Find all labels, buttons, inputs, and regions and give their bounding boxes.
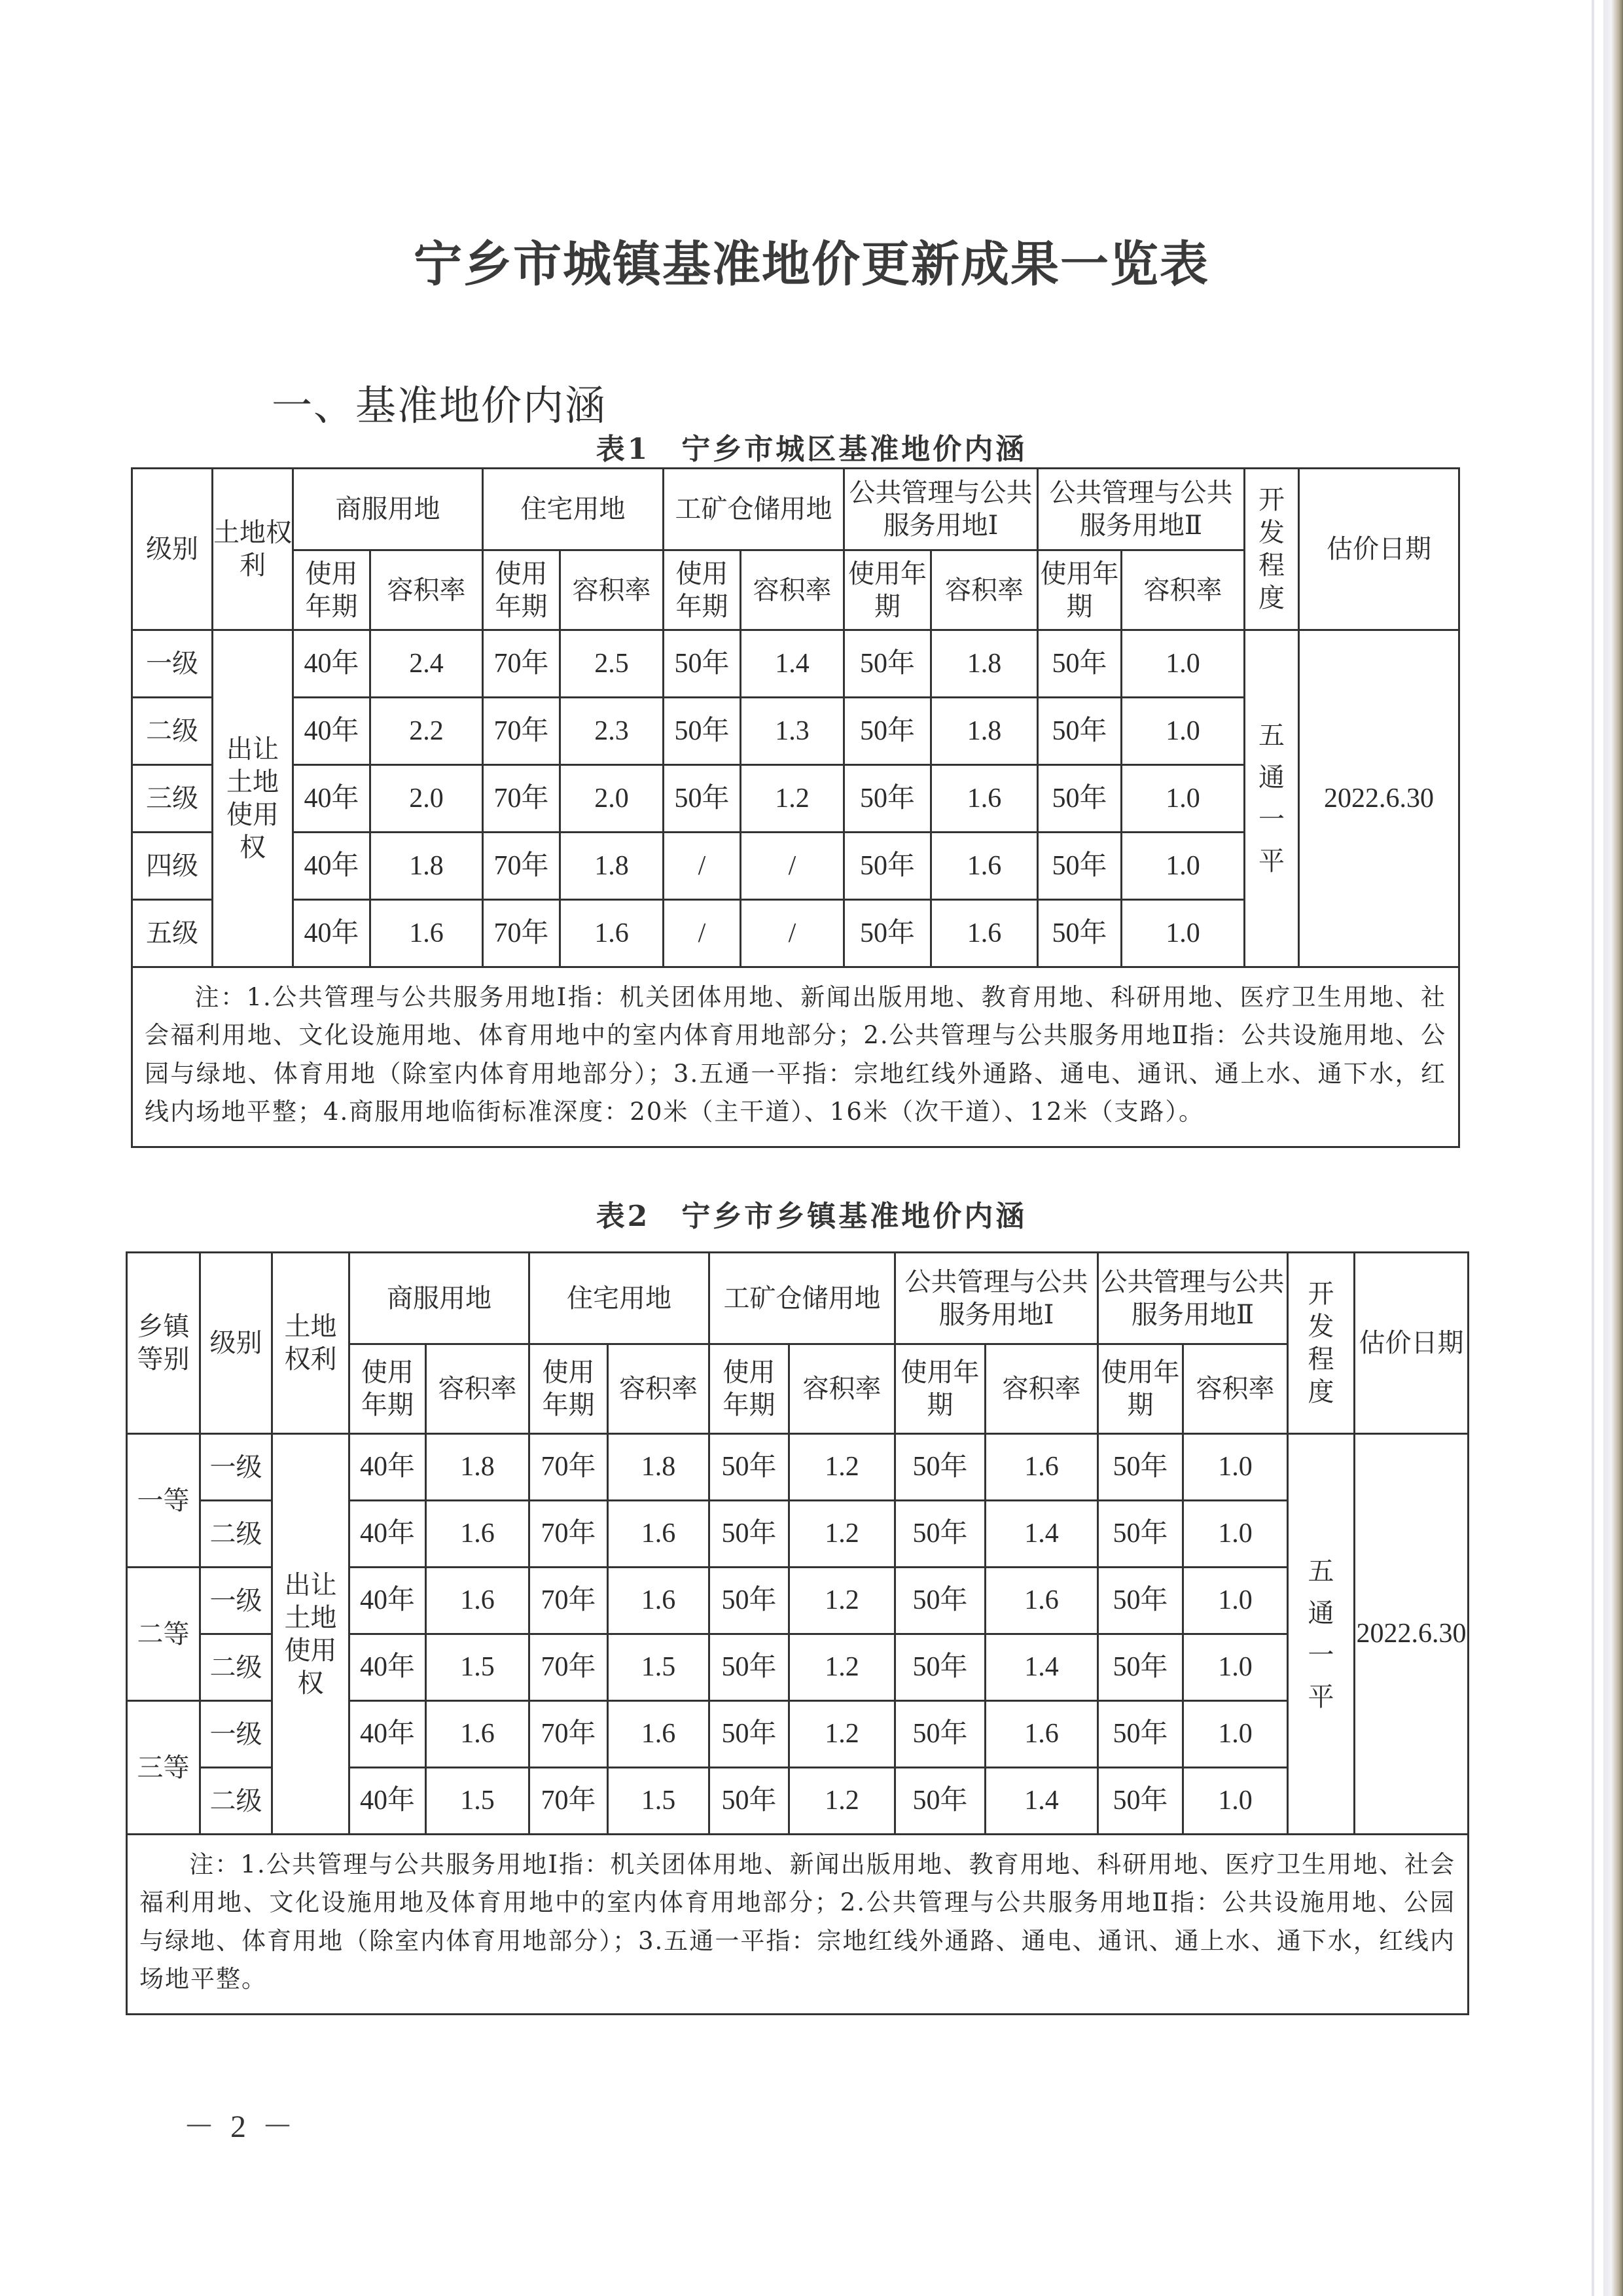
cell-far: 1.0 bbox=[1122, 630, 1245, 698]
cell-far: 1.6 bbox=[608, 1568, 709, 1634]
cell-far: 1.6 bbox=[986, 1568, 1098, 1634]
cell-term: 40年 bbox=[349, 1434, 426, 1501]
development-degree-value: 五 通 一 平 bbox=[1308, 1556, 1334, 1712]
header-development-degree: 开 发 程 度 bbox=[1245, 469, 1299, 630]
cell-far: 1.6 bbox=[931, 900, 1038, 967]
cell-term: / bbox=[664, 900, 741, 967]
subheader-far: 容积率 bbox=[789, 1344, 895, 1434]
header-group-industrial: 工矿仓储用地 bbox=[709, 1253, 895, 1344]
cell-term: 70年 bbox=[483, 900, 560, 967]
header-group-residential: 住宅用地 bbox=[529, 1253, 709, 1344]
cell-term: 50年 bbox=[844, 698, 931, 765]
cell-far: 1.6 bbox=[608, 1501, 709, 1568]
cell-term: 70年 bbox=[529, 1634, 608, 1701]
cell-far: 1.0 bbox=[1183, 1701, 1288, 1768]
cell-term: 50年 bbox=[1098, 1701, 1183, 1768]
cell-term: 50年 bbox=[1038, 833, 1122, 900]
cell-term: 50年 bbox=[709, 1768, 789, 1835]
cell-far: 2.3 bbox=[560, 698, 664, 765]
cell-term: 40年 bbox=[349, 1768, 426, 1835]
subheader-term: 使用年期 bbox=[483, 550, 560, 630]
cell-far: 2.4 bbox=[370, 630, 483, 698]
cell-far: 1.6 bbox=[370, 900, 483, 967]
cell-term: 50年 bbox=[844, 900, 931, 967]
cell-level: 一级 bbox=[200, 1434, 272, 1501]
cell-valuation-date: 2022.6.30 bbox=[1355, 1434, 1469, 1835]
table1-caption: 表1 宁乡市城区基准地价内涵 bbox=[596, 433, 1027, 466]
header-group-public-2: 公共管理与公共服务用地Ⅱ bbox=[1098, 1253, 1288, 1344]
cell-term: 50年 bbox=[709, 1434, 789, 1501]
cell-far: 1.0 bbox=[1122, 765, 1245, 833]
cell-far: 1.8 bbox=[931, 698, 1038, 765]
header-group-industrial: 工矿仓储用地 bbox=[664, 469, 844, 550]
subheader-term: 使用年期 bbox=[664, 550, 741, 630]
cell-far: 1.5 bbox=[608, 1634, 709, 1701]
table-row bbox=[127, 1434, 1469, 1501]
cell-term: 50年 bbox=[1038, 765, 1122, 833]
cell-far: 1.4 bbox=[986, 1768, 1098, 1835]
cell-land-right: 出让土地使用权 bbox=[213, 630, 293, 967]
cell-far: / bbox=[741, 900, 844, 967]
cell-term: 50年 bbox=[1098, 1501, 1183, 1568]
cell-term: 50年 bbox=[709, 1701, 789, 1768]
cell-term: 50年 bbox=[1038, 698, 1122, 765]
header-group-public-1: 公共管理与公共服务用地Ⅰ bbox=[895, 1253, 1098, 1344]
cell-term: 70年 bbox=[529, 1701, 608, 1768]
cell-term: 50年 bbox=[1098, 1434, 1183, 1501]
cell-far: 1.4 bbox=[986, 1501, 1098, 1568]
subheader-far: 容积率 bbox=[426, 1344, 529, 1434]
cell-term: 50年 bbox=[1038, 630, 1122, 698]
cell-term: 50年 bbox=[895, 1768, 986, 1835]
subheader-far: 容积率 bbox=[370, 550, 483, 630]
cell-term: 40年 bbox=[349, 1634, 426, 1701]
cell-far: 1.0 bbox=[1183, 1768, 1288, 1835]
cell-term: 50年 bbox=[664, 765, 741, 833]
header-land-right: 土地权利 bbox=[272, 1253, 349, 1434]
subheader-term: 使用年期 bbox=[1098, 1344, 1183, 1434]
subheader-term: 使用年期 bbox=[895, 1344, 986, 1434]
header-level: 级别 bbox=[132, 469, 213, 630]
cell-term: 50年 bbox=[844, 833, 931, 900]
cell-far: 1.2 bbox=[789, 1701, 895, 1768]
header-group-public-1: 公共管理与公共服务用地Ⅰ bbox=[844, 469, 1038, 550]
table1-urban-benchmark bbox=[131, 467, 1460, 1148]
cell-term: 50年 bbox=[709, 1568, 789, 1634]
cell-far: 1.0 bbox=[1122, 698, 1245, 765]
cell-far: 1.8 bbox=[560, 833, 664, 900]
cell-far: 1.6 bbox=[426, 1501, 529, 1568]
cell-far: 1.2 bbox=[789, 1501, 895, 1568]
cell-far: 1.0 bbox=[1183, 1501, 1288, 1568]
cell-far: 1.6 bbox=[426, 1701, 529, 1768]
cell-level: 一级 bbox=[132, 630, 213, 698]
cell-level: 二级 bbox=[200, 1501, 272, 1568]
cell-term: 50年 bbox=[895, 1434, 986, 1501]
cell-term: 70年 bbox=[529, 1434, 608, 1501]
cell-term: 70年 bbox=[483, 833, 560, 900]
cell-far: 1.2 bbox=[789, 1768, 895, 1835]
cell-term: 50年 bbox=[895, 1501, 986, 1568]
cell-town-grade: 一等 bbox=[127, 1434, 200, 1568]
cell-term: 50年 bbox=[709, 1501, 789, 1568]
note-row bbox=[127, 1835, 1469, 2015]
cell-level: 二级 bbox=[200, 1634, 272, 1701]
cell-term: 40年 bbox=[349, 1701, 426, 1768]
cell-term: 50年 bbox=[895, 1701, 986, 1768]
cell-term: 40年 bbox=[349, 1568, 426, 1634]
cell-far: 1.0 bbox=[1183, 1434, 1288, 1501]
cell-far: 1.0 bbox=[1122, 900, 1245, 967]
cell-level: 五级 bbox=[132, 900, 213, 967]
cell-far: 1.4 bbox=[741, 630, 844, 698]
cell-term: 70年 bbox=[529, 1768, 608, 1835]
cell-term: 70年 bbox=[483, 765, 560, 833]
cell-term: 70年 bbox=[529, 1568, 608, 1634]
cell-far: 2.0 bbox=[560, 765, 664, 833]
subheader-far: 容积率 bbox=[608, 1344, 709, 1434]
subheader-far: 容积率 bbox=[741, 550, 844, 630]
page-number: －2－ bbox=[183, 2109, 310, 2144]
header-group-commercial: 商服用地 bbox=[293, 469, 483, 550]
cell-development-degree bbox=[1245, 630, 1299, 967]
cell-town-grade: 三等 bbox=[127, 1701, 200, 1835]
subheader-far: 容积率 bbox=[986, 1344, 1098, 1434]
cell-term: 70年 bbox=[483, 630, 560, 698]
cell-far: 1.0 bbox=[1183, 1634, 1288, 1701]
cell-far: 1.5 bbox=[426, 1768, 529, 1835]
cell-term: 40年 bbox=[293, 900, 370, 967]
cell-far: 1.8 bbox=[426, 1434, 529, 1501]
header-development-degree: 开 发 程 度 bbox=[1288, 1253, 1355, 1434]
cell-far: 1.8 bbox=[370, 833, 483, 900]
table2-note bbox=[127, 1835, 1469, 2015]
cell-term: / bbox=[664, 833, 741, 900]
cell-far: 1.2 bbox=[789, 1434, 895, 1501]
scan-edge-shadow bbox=[1603, 0, 1623, 2296]
cell-term: 40年 bbox=[293, 765, 370, 833]
cell-term: 40年 bbox=[293, 630, 370, 698]
table-row bbox=[132, 630, 1459, 698]
cell-far: 1.2 bbox=[741, 765, 844, 833]
cell-far: 1.6 bbox=[931, 765, 1038, 833]
cell-term: 50年 bbox=[844, 630, 931, 698]
cell-far: 1.4 bbox=[986, 1634, 1098, 1701]
cell-term: 50年 bbox=[1038, 900, 1122, 967]
subheader-far: 容积率 bbox=[931, 550, 1038, 630]
cell-term: 50年 bbox=[664, 630, 741, 698]
header-land-right: 土地权利 bbox=[213, 469, 293, 630]
cell-far: 1.0 bbox=[1183, 1568, 1288, 1634]
scan-edge-line bbox=[1592, 0, 1594, 2296]
subheader-term: 使用年期 bbox=[529, 1344, 608, 1434]
cell-level: 四级 bbox=[132, 833, 213, 900]
cell-far: 2.5 bbox=[560, 630, 664, 698]
cell-term: 40年 bbox=[293, 833, 370, 900]
cell-far: 1.2 bbox=[789, 1634, 895, 1701]
development-degree-value: 五 通 一 平 bbox=[1258, 721, 1285, 876]
table1-note-text: 注：1.公共管理与公共服务用地Ⅰ指：机关团体用地、新闻出版用地、教育用地、科研用地、医疗卫生用地、社会福利用地、文化设施用地、体育用地中的室内体育用地部分；2.公共管理与公共服务用地Ⅱ指：公共设施用地、公园与绿地、体育用地（除室内体育用地部分）；3.五通一平指：宗地红线外通路、通电、通讯、通上水、通下水，红线内场地平整；4.商服用地临街标准深度：20米（主干道）、16米（次干道）、12米（支路）。 bbox=[145, 983, 1446, 1126]
cell-far: 1.3 bbox=[741, 698, 844, 765]
cell-term: 50年 bbox=[1098, 1768, 1183, 1835]
note-row bbox=[132, 967, 1459, 1147]
subheader-term: 使用年期 bbox=[709, 1344, 789, 1434]
cell-far: 1.8 bbox=[931, 630, 1038, 698]
cell-valuation-date: 2022.6.30 bbox=[1299, 630, 1459, 967]
cell-level: 三级 bbox=[132, 765, 213, 833]
cell-term: 50年 bbox=[895, 1568, 986, 1634]
cell-term: 70年 bbox=[529, 1501, 608, 1568]
cell-term: 50年 bbox=[844, 765, 931, 833]
cell-term: 40年 bbox=[293, 698, 370, 765]
subheader-term: 使用年期 bbox=[844, 550, 931, 630]
cell-far: 1.6 bbox=[426, 1568, 529, 1634]
cell-term: 70年 bbox=[483, 698, 560, 765]
header-group-residential: 住宅用地 bbox=[483, 469, 664, 550]
section-heading: 一、基准地价内涵 bbox=[272, 382, 607, 429]
cell-far: 1.6 bbox=[986, 1701, 1098, 1768]
cell-far: 1.6 bbox=[986, 1434, 1098, 1501]
cell-far: 1.6 bbox=[560, 900, 664, 967]
subheader-term: 使用年期 bbox=[349, 1344, 426, 1434]
header-level: 级别 bbox=[200, 1253, 272, 1434]
cell-far: 1.5 bbox=[608, 1768, 709, 1835]
cell-level: 一级 bbox=[200, 1701, 272, 1768]
cell-far: 1.5 bbox=[426, 1634, 529, 1701]
cell-far: 1.8 bbox=[608, 1434, 709, 1501]
subheader-far: 容积率 bbox=[1183, 1344, 1288, 1434]
cell-far: 1.6 bbox=[608, 1701, 709, 1768]
cell-land-right: 出让土地使用权 bbox=[272, 1434, 349, 1835]
table2-caption: 表2 宁乡市乡镇基准地价内涵 bbox=[596, 1200, 1027, 1233]
cell-term: 50年 bbox=[895, 1634, 986, 1701]
document-title: 宁乡市城镇基准地价更新成果一览表 bbox=[414, 236, 1209, 293]
subheader-far: 容积率 bbox=[560, 550, 664, 630]
header-valuation-date: 估价日期 bbox=[1299, 469, 1459, 630]
cell-level: 二级 bbox=[132, 698, 213, 765]
header-group-public-2: 公共管理与公共服务用地Ⅱ bbox=[1038, 469, 1245, 550]
subheader-far: 容积率 bbox=[1122, 550, 1245, 630]
cell-far: 1.6 bbox=[931, 833, 1038, 900]
cell-far: 2.2 bbox=[370, 698, 483, 765]
header-town-grade: 乡镇等别 bbox=[127, 1253, 200, 1434]
cell-far: 1.0 bbox=[1122, 833, 1245, 900]
cell-term: 50年 bbox=[1098, 1568, 1183, 1634]
cell-far: 2.0 bbox=[370, 765, 483, 833]
cell-far: 1.2 bbox=[789, 1568, 895, 1634]
cell-far: / bbox=[741, 833, 844, 900]
table2-note-text: 注：1.公共管理与公共服务用地Ⅰ指：机关团体用地、新闻出版用地、教育用地、科研用地、医疗卫生用地、社会福利用地、文化设施用地及体育用地中的室内体育用地部分；2.公共管理与公共服务用地Ⅱ指：公共设施用地、公园与绿地、体育用地（除室内体育用地部分）；3.五通一平指：宗地红线外通路、通电、通讯、通上水、通下水，红线内场地平整。 bbox=[139, 1850, 1455, 1994]
cell-term: 50年 bbox=[709, 1634, 789, 1701]
cell-term: 50年 bbox=[1098, 1634, 1183, 1701]
subheader-term: 使用年期 bbox=[293, 550, 370, 630]
subheader-term: 使用年期 bbox=[1038, 550, 1122, 630]
table2-township-benchmark bbox=[126, 1251, 1469, 2015]
header-group-commercial: 商服用地 bbox=[349, 1253, 529, 1344]
cell-level: 二级 bbox=[200, 1768, 272, 1835]
cell-level: 一级 bbox=[200, 1568, 272, 1634]
cell-town-grade: 二等 bbox=[127, 1568, 200, 1701]
cell-term: 50年 bbox=[664, 698, 741, 765]
cell-development-degree bbox=[1288, 1434, 1355, 1835]
cell-term: 40年 bbox=[349, 1501, 426, 1568]
header-valuation-date: 估价日期 bbox=[1355, 1253, 1469, 1434]
table1-note bbox=[132, 967, 1459, 1147]
